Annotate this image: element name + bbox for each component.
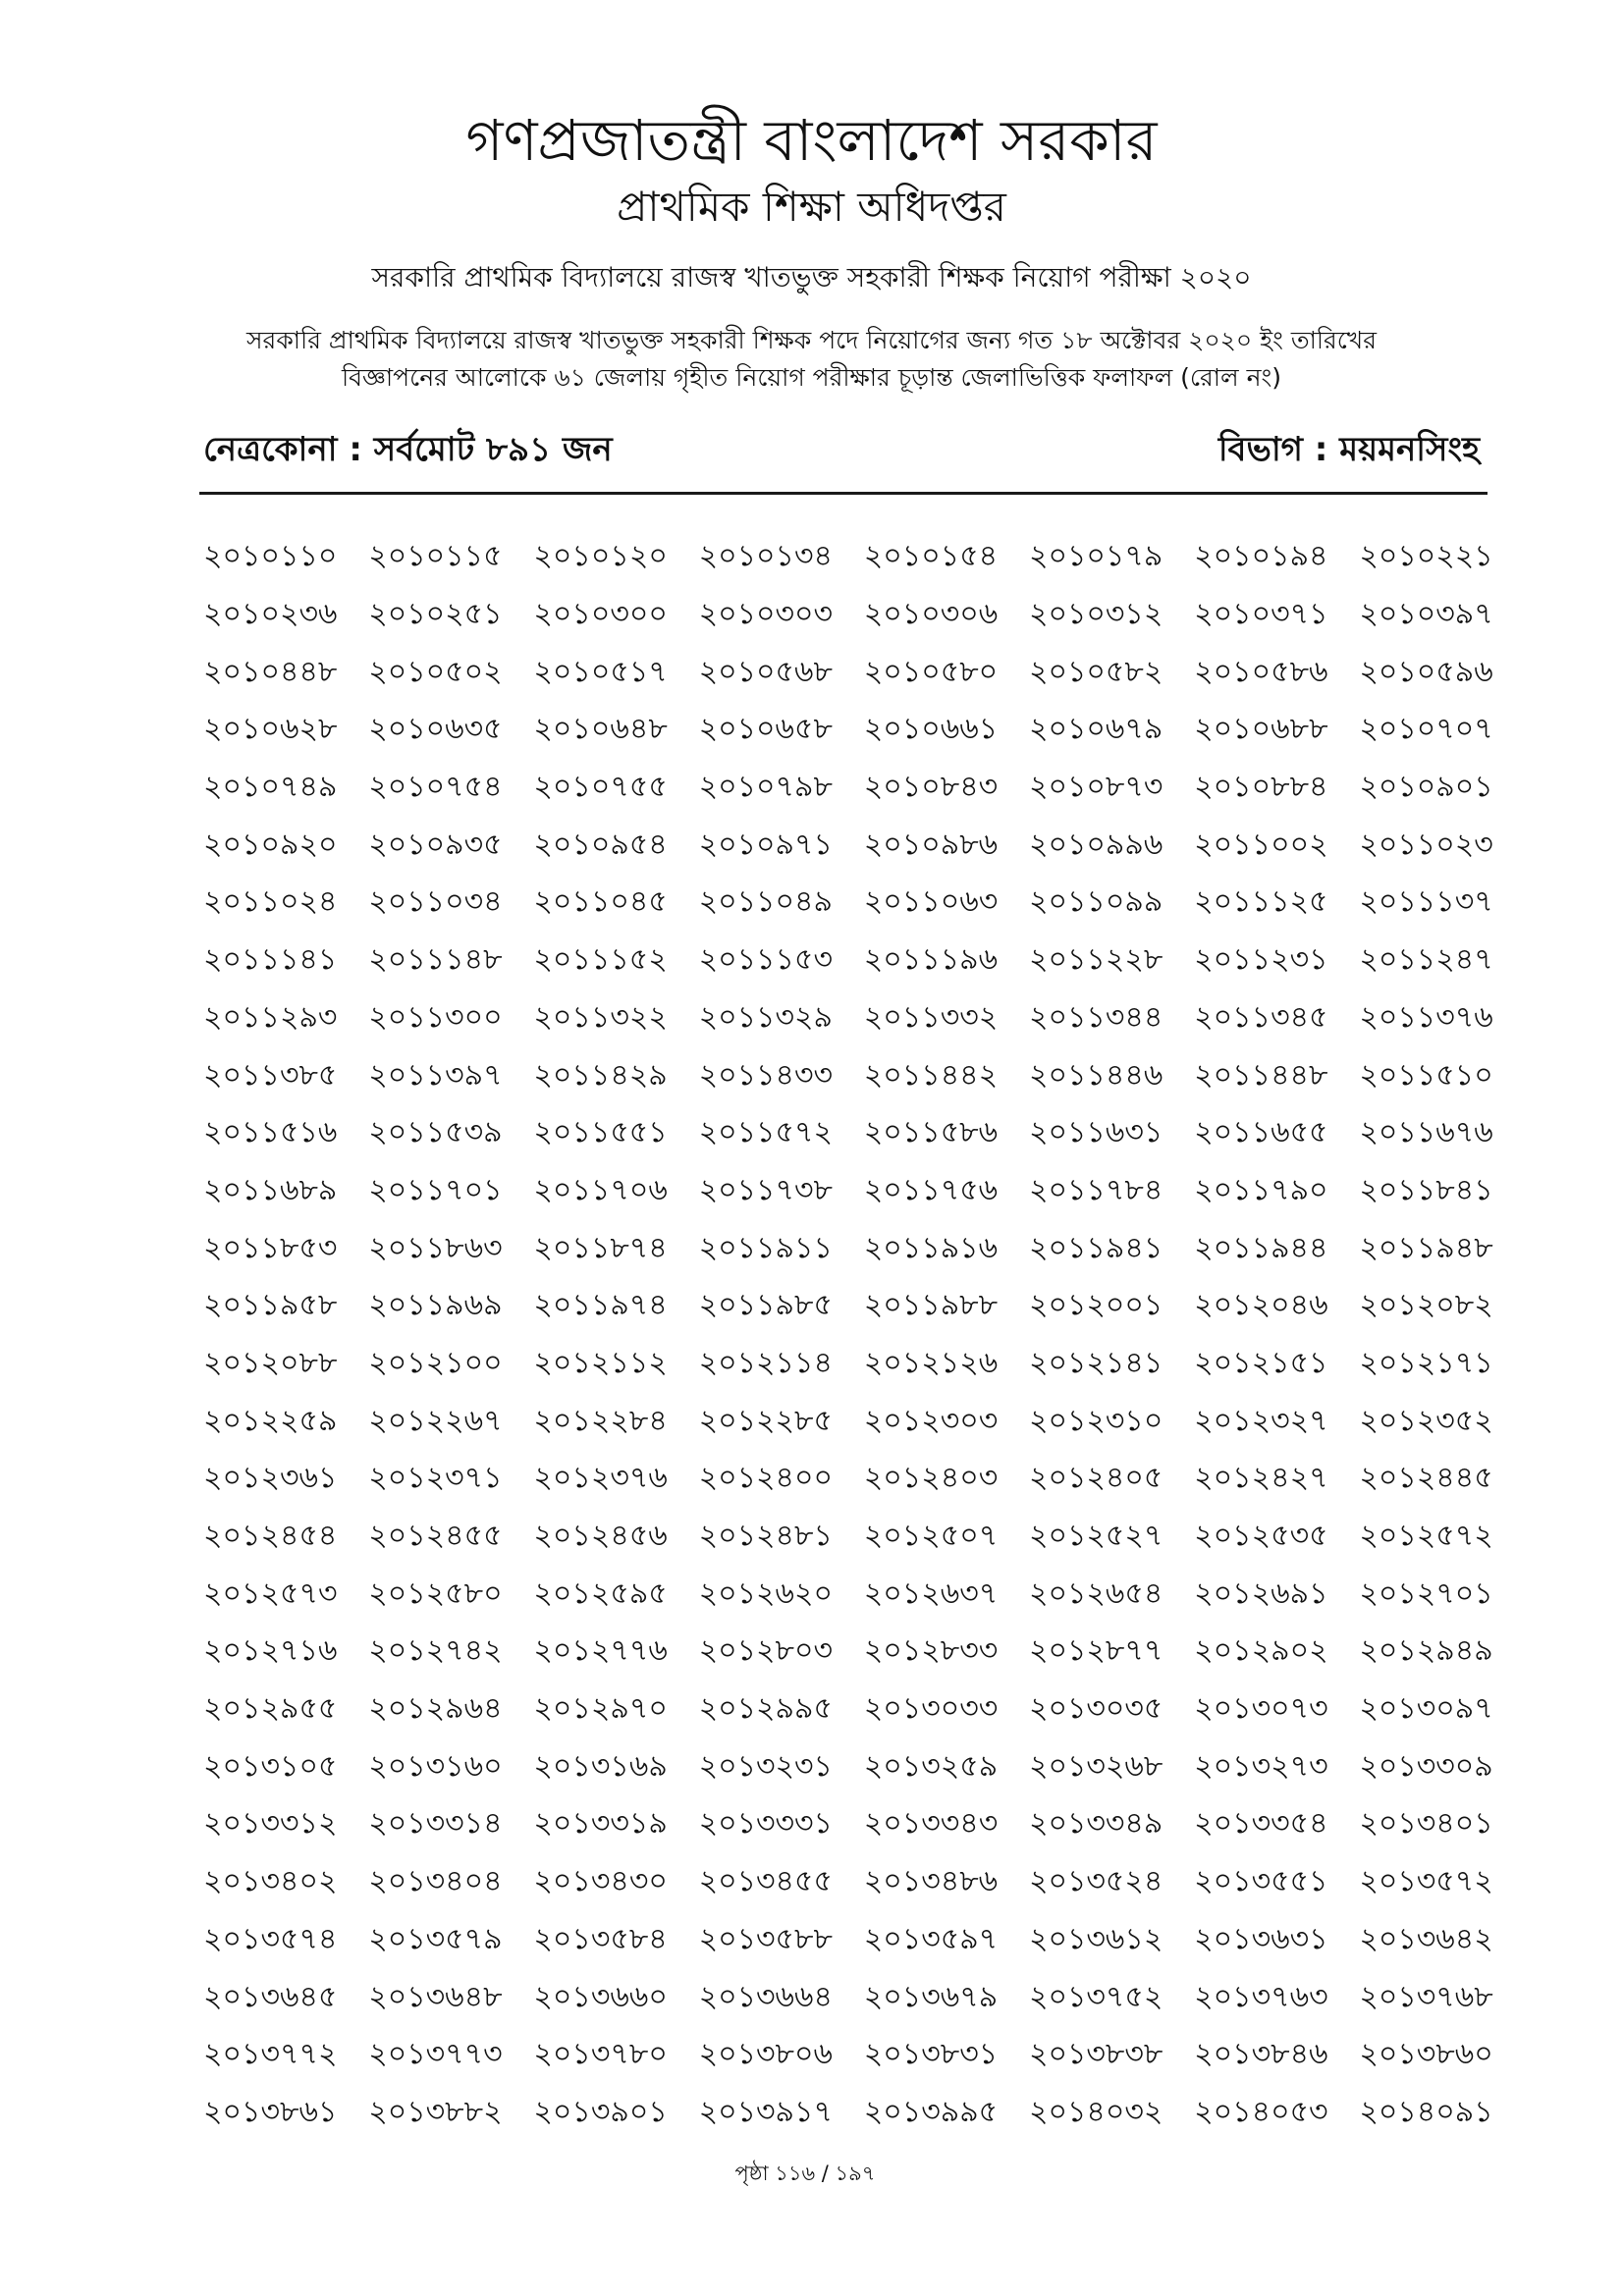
roll-number: ২০১০৯৮৬ (863, 827, 999, 862)
roll-row (203, 1623, 1525, 1681)
roll-number: ২০১০৩৯৭ (1359, 597, 1493, 632)
roll-number: ২০১২৭০১ (1359, 1575, 1493, 1611)
roll-number: ২০১১১৫২ (533, 942, 668, 978)
roll-number: ২০১২৬৫৪ (1028, 1575, 1163, 1611)
roll-number: ২০১১৬৫৫ (1194, 1115, 1328, 1150)
roll-number: ২০১১৩৪৫ (1194, 999, 1328, 1035)
roll-number: ২০১১০৯৯ (1028, 884, 1163, 920)
roll-number: ২০১২৫৮০ (368, 1575, 503, 1611)
roll-row (203, 989, 1525, 1047)
roll-number: ২০১৩৫৭৯ (368, 1921, 503, 1956)
roll-number: ২০১০৫৬৮ (698, 654, 833, 689)
roll-number: ২০১২১২৬ (863, 1345, 999, 1380)
roll-number: ২০১১৩২২ (533, 999, 668, 1035)
roll-number: ২০১২৯৪৯ (1359, 1633, 1493, 1669)
roll-row (203, 1795, 1525, 1853)
roll-number: ২০১০৯৭১ (698, 827, 833, 862)
roll-number: ২০১০৭৯৮ (698, 770, 833, 805)
roll-number: ২০১৩৩৪৯ (1028, 1806, 1163, 1842)
roll-number: ২০১২১৭১ (1359, 1345, 1493, 1380)
description-line-1: সরকারি প্রাথমিক বিদ্যালয়ে রাজস্ব খাতভুক্ত সহকারী শিক্ষক পদে নিয়োগের জন্য গত ১৮ অক্টোবর ২০২০ ইং তারিখের (246, 326, 1377, 354)
roll-number: ২০১৩৫৫১ (1194, 1864, 1328, 1899)
roll-number: ২০১০১১৫ (368, 539, 503, 574)
roll-number: ২০১৩২৫৯ (863, 1748, 999, 1784)
roll-number: ২০১৩৩১৪ (368, 1806, 503, 1842)
roll-number: ২০১৩৬৬০ (533, 1979, 668, 2014)
roll-number: ২০১০৭০৭ (1359, 712, 1493, 747)
roll-number: ২০১১৪৪২ (863, 1057, 999, 1093)
roll-number: ২০১৩২৭৩ (1194, 1748, 1328, 1784)
roll-number: ২০১০৩০০ (533, 597, 668, 632)
roll-number: ২০১২৩১০ (1028, 1403, 1163, 1438)
roll-number: ২০১৩৫৮৪ (533, 1921, 668, 1956)
roll-row (203, 1392, 1525, 1450)
roll-number: ২০১০৬৬১ (863, 712, 999, 747)
roll-number: ২০১০৫৯৬ (1359, 654, 1493, 689)
roll-number: ২০১১৯৪১ (1028, 1230, 1163, 1265)
roll-number: ২০১০১৩৪ (698, 539, 833, 574)
roll-number: ২০১০২৫১ (368, 597, 503, 632)
roll-number: ২০১০৮৪৩ (863, 770, 999, 805)
roll-number: ২০১২৬২০ (698, 1575, 834, 1611)
exam-name: সরকারি প্রাথমিক বিদ্যালয়ে রাজস্ব খাতভুক্ত সহকারী শিক্ষক নিয়োগ পরীক্ষা ২০২০ (371, 261, 1252, 294)
roll-number: ২০১১০৬৩ (863, 884, 999, 920)
roll-number: ২০১১৫৫১ (533, 1115, 668, 1150)
roll-number: ২০১০১১০ (203, 539, 338, 574)
roll-row (203, 1508, 1525, 1566)
roll-number: ২০১১০৪৫ (533, 884, 668, 920)
roll-number: ২০১৩৮০৬ (698, 2037, 834, 2072)
roll-row (203, 759, 1525, 817)
header-divider (199, 492, 1488, 495)
roll-number: ২০১১২২৮ (1028, 942, 1163, 978)
roll-number: ২০১৩৬৬৪ (698, 1979, 834, 2014)
roll-number: ২০১১৩০০ (368, 999, 503, 1035)
roll-number: ২০১২৯৫৫ (203, 1691, 338, 1727)
roll-number: ২০১১৬৮৯ (203, 1172, 338, 1207)
roll-number: ২০১৩০৭৩ (1194, 1691, 1328, 1727)
roll-row (203, 874, 1525, 932)
roll-number: ২০১৩০৩৩ (863, 1691, 999, 1727)
roll-number: ২০১৩৪৩০ (533, 1864, 668, 1899)
roll-number: ২০১২১১৪ (698, 1345, 833, 1380)
roll-number: ২০১৩৯১৭ (698, 2094, 833, 2129)
roll-number: ২০১২২৬৭ (368, 1403, 503, 1438)
roll-number: ২০১৩৩৫৪ (1194, 1806, 1328, 1842)
roll-number: ২০১২৯৯৫ (698, 1691, 833, 1727)
roll-number: ২০১৩৬৩১ (1194, 1921, 1328, 1956)
roll-number: ২০১২৩০৩ (863, 1403, 999, 1438)
roll-number: ২০১১১৪১ (203, 942, 338, 978)
roll-number: ২০১১৭০১ (368, 1172, 503, 1207)
roll-number: ২০১৩৪০৪ (368, 1864, 503, 1899)
roll-number: ২০১০১৯৪ (1194, 539, 1328, 574)
roll-number: ২০১২৬৩৭ (863, 1575, 999, 1611)
roll-number: ২০১৩৮৮২ (368, 2094, 503, 2129)
roll-number: ২০১২৬৯১ (1194, 1575, 1328, 1611)
roll-number: ২০১০৪৪৮ (203, 654, 338, 689)
roll-number: ২০১০৩০৩ (698, 597, 834, 632)
roll-number: ২০১৩৬৪৮ (368, 1979, 503, 2014)
roll-number: ২০১২১০০ (368, 1345, 503, 1380)
roll-number: ২০১৩৭৮০ (533, 2037, 668, 2072)
roll-number: ২০১১৫১০ (1359, 1057, 1493, 1093)
roll-number: ২০১১৫১৬ (203, 1115, 338, 1150)
roll-number: ২০১৩৪৮৬ (863, 1864, 999, 1899)
roll-number: ২০১১৯৬৯ (368, 1288, 503, 1323)
roll-row (203, 816, 1525, 874)
roll-row (203, 1681, 1525, 1738)
roll-number: ২০১২১৪১ (1028, 1345, 1163, 1380)
roll-number: ২০১২২৮৪ (533, 1403, 668, 1438)
page-number: পৃষ্ঠা ১১৬ / ১৯৭ (734, 2162, 876, 2185)
roll-number: ২০১৩৯৯৫ (863, 2094, 999, 2129)
roll-number: ২০১৩৩৩১ (698, 1806, 834, 1842)
roll-number: ২০১০৫৮০ (863, 654, 999, 689)
roll-number: ২০১২৫০৭ (863, 1519, 999, 1554)
roll-number: ২০১১৭৫৬ (863, 1172, 999, 1207)
roll-row (203, 1911, 1525, 1969)
roll-number: ২০১১০০২ (1194, 827, 1328, 862)
roll-number: ২০১১৮৪১ (1359, 1172, 1493, 1207)
roll-number: ২০১১৩৭৬ (1359, 999, 1493, 1035)
roll-row (203, 1219, 1525, 1277)
roll-number: ২০১১৩৯৭ (368, 1057, 503, 1093)
roll-number: ২০১৩৫৭৪ (203, 1921, 338, 1956)
roll-number: ২০১৩১৬৯ (533, 1748, 668, 1784)
roll-number: ২০১৩৪০১ (1359, 1806, 1493, 1842)
roll-number: ২০১০৭৫৪ (368, 770, 503, 805)
division-label: বিভাগ : ময়মনসিংহ (1217, 429, 1480, 469)
page-subtitle: প্রাথমিক শিক্ষা অধিদপ্তর (617, 183, 1006, 231)
roll-number: ২০১১০৪৯ (698, 884, 833, 920)
roll-number: ২০১২৭৪২ (368, 1633, 503, 1669)
roll-number: ২০১২৪০৩ (863, 1461, 999, 1496)
roll-number: ২০১১৯৭৪ (533, 1288, 668, 1323)
roll-number: ২০১১৯৮৮ (863, 1288, 999, 1323)
roll-number: ২০১৩২৩১ (698, 1748, 834, 1784)
roll-number: ২০১৩৪৫৫ (698, 1864, 833, 1899)
roll-number: ২০১২৭৭৬ (533, 1633, 668, 1669)
roll-number: ২০১৩৬১২ (1028, 1921, 1163, 1956)
roll-number: ২০১৩৮৪৬ (1194, 2037, 1328, 2072)
roll-number: ২০১৩১৬০ (368, 1748, 503, 1784)
roll-number: ২০১২০৮২ (1359, 1288, 1493, 1323)
roll-number: ২০১৩৩১৯ (533, 1806, 668, 1842)
roll-number: ২০১২৩৬১ (203, 1461, 338, 1496)
roll-number: ২০১১৩৮৫ (203, 1057, 338, 1093)
roll-number: ২০১০৬৫৮ (698, 712, 833, 747)
roll-row (203, 528, 1525, 586)
roll-number: ২০১৩৮৩১ (863, 2037, 999, 2072)
roll-row (203, 1335, 1525, 1393)
roll-row (203, 2026, 1525, 2084)
roll-number: ২০১৩৭৬৩ (1194, 1979, 1328, 2014)
roll-number: ২০১১১৯৬ (863, 942, 999, 978)
roll-row (203, 586, 1525, 644)
roll-number: ২০১০৫৮২ (1028, 654, 1163, 689)
roll-number: ২০১১৩৩২ (863, 999, 999, 1035)
roll-number: ২০১৩৮৬১ (203, 2094, 338, 2129)
roll-number: ২০১২৫৩৫ (1194, 1519, 1328, 1554)
roll-number: ২০১৩৩০৯ (1359, 1748, 1493, 1784)
roll-number: ২০১১২৯৩ (203, 999, 338, 1035)
roll-number: ২০১১০৩৪ (368, 884, 503, 920)
roll-number: ২০১২৪৮১ (698, 1519, 833, 1554)
roll-number: ২০১২৪৫৬ (533, 1519, 668, 1554)
roll-number: ২০১২৩৫২ (1359, 1403, 1493, 1438)
roll-number: ২০১২৪৪৫ (1359, 1461, 1493, 1496)
roll-number: ২০১২৫৭৩ (203, 1575, 338, 1611)
roll-number: ২০১২৪৫৪ (203, 1519, 338, 1554)
roll-row (203, 932, 1525, 989)
roll-number: ২০১০২৩৬ (203, 597, 338, 632)
roll-row (203, 643, 1525, 701)
roll-number: ২০১২০৮৮ (203, 1345, 338, 1380)
roll-number-grid (203, 528, 1525, 2141)
roll-number: ২০১১৮৫৩ (203, 1230, 338, 1265)
roll-number: ২০১২৫৭২ (1359, 1519, 1493, 1554)
roll-number: ২০১৩৬৪৫ (203, 1979, 338, 2014)
roll-number: ২০১১১৫৩ (698, 942, 833, 978)
roll-number: ২০১০৫০২ (368, 654, 503, 689)
roll-number: ২০১৩৭৭২ (203, 2037, 338, 2072)
roll-number: ২০১০৩০৬ (863, 597, 999, 632)
roll-row (203, 701, 1525, 759)
roll-number: ২০১২৯০২ (1194, 1633, 1328, 1669)
roll-row (203, 1853, 1525, 1911)
roll-number: ২০১২২৮৫ (698, 1403, 833, 1438)
roll-number: ২০১৩৭৭৩ (368, 2037, 503, 2072)
roll-number: ২০১১৫৮৬ (863, 1115, 999, 1150)
roll-row (203, 1162, 1525, 1220)
roll-number: ২০১৩০৯৭ (1359, 1691, 1493, 1727)
roll-number: ২০১১৩২৯ (698, 999, 833, 1035)
roll-number: ২০১১০২৩ (1359, 827, 1493, 862)
roll-number: ২০১১৯৪৮ (1359, 1230, 1493, 1265)
roll-number: ২০১৩৫২৪ (1028, 1864, 1163, 1899)
roll-number: ২০১০২২১ (1359, 539, 1493, 574)
roll-number: ২০১২০০১ (1028, 1288, 1163, 1323)
roll-number: ২০১২৪০৫ (1028, 1461, 1163, 1496)
roll-number: ২০১৩২৬৮ (1028, 1748, 1163, 1784)
roll-number: ২০১২০৪৬ (1194, 1288, 1328, 1323)
roll-row (203, 1968, 1525, 2026)
roll-number: ২০১০৩৭১ (1194, 597, 1328, 632)
roll-number: ২০১১৫৭২ (698, 1115, 833, 1150)
roll-number: ২০১১৬৩১ (1028, 1115, 1163, 1150)
roll-number: ২০১৩৮৬০ (1359, 2037, 1493, 2072)
roll-row (203, 1277, 1525, 1335)
roll-number: ২০১০৮৮৪ (1194, 770, 1328, 805)
roll-number: ২০১৩৯০১ (533, 2094, 668, 2129)
roll-number: ২০১৪০৩২ (1028, 2094, 1163, 2129)
roll-number: ২০১৩৫৯৭ (863, 1921, 999, 1956)
roll-number: ২০১০৬৪৮ (533, 712, 668, 747)
roll-number: ২০১২৪০০ (698, 1461, 834, 1496)
roll-number: ২০১১৭০৬ (533, 1172, 668, 1207)
roll-number: ২০১০৫১৭ (533, 654, 668, 689)
roll-number: ২০১১৬৭৬ (1359, 1115, 1493, 1150)
roll-row (203, 2084, 1525, 2142)
roll-number: ২০১১১৪৮ (368, 942, 503, 978)
roll-number: ২০১১৭৩৮ (698, 1172, 833, 1207)
roll-number: ২০১০৮৭৩ (1028, 770, 1163, 805)
roll-number: ২০১০৯২০ (203, 827, 338, 862)
roll-number: ২০১৩৫৭২ (1359, 1864, 1493, 1899)
roll-number: ২০১০৬৮৮ (1194, 712, 1328, 747)
roll-number: ২০১১৭৮৪ (1028, 1172, 1163, 1207)
roll-number: ২০১১৯১১ (698, 1230, 833, 1265)
roll-row (203, 1104, 1525, 1162)
district-total: নেত্রকোনা : সর্বমোট ৮৯১ জন (203, 429, 613, 469)
roll-number: ২০১০১৫৪ (863, 539, 999, 574)
roll-number: ২০১৩১০৫ (203, 1748, 338, 1784)
roll-number: ২০১০৯০১ (1359, 770, 1493, 805)
roll-number: ২০১১০২৪ (203, 884, 338, 920)
roll-number: ২০১১৯৪৪ (1194, 1230, 1328, 1265)
roll-number: ২০১২১৫১ (1194, 1345, 1328, 1380)
roll-number: ২০১২৫২৭ (1028, 1519, 1163, 1554)
roll-number: ২০১০৯৯৬ (1028, 827, 1163, 862)
roll-number: ২০১১৪২৯ (533, 1057, 668, 1093)
roll-number: ২০১২৮০৩ (698, 1633, 834, 1669)
roll-number: ২০১১৫৩৯ (368, 1115, 503, 1150)
roll-number: ২০১৪০৫৩ (1194, 2094, 1328, 2129)
roll-number: ২০১২২৫৯ (203, 1403, 338, 1438)
roll-number: ২০১০৬২৮ (203, 712, 338, 747)
roll-number: ২০১০৩১২ (1028, 597, 1163, 632)
roll-number: ২০১০৫৮৬ (1194, 654, 1328, 689)
roll-number: ২০১৩০৩৫ (1028, 1691, 1163, 1727)
roll-number: ২০১৩৭৫২ (1028, 1979, 1163, 2014)
roll-number: ২০১০৯৩৫ (368, 827, 503, 862)
roll-number: ২০১২৯৭০ (533, 1691, 668, 1727)
roll-number: ২০১৩৭৬৮ (1359, 1979, 1493, 2014)
roll-number: ২০১২৮৭৭ (1028, 1633, 1163, 1669)
roll-number: ২০১১৮৭৪ (533, 1230, 668, 1265)
roll-number: ২০১১৩৪৪ (1028, 999, 1163, 1035)
roll-row (203, 1046, 1525, 1104)
roll-row (203, 1737, 1525, 1795)
roll-number: ২০১১৪৩৩ (698, 1057, 833, 1093)
page-title: গণপ্রজাতন্ত্রী বাংলাদেশ সরকার (465, 107, 1158, 174)
roll-number: ২০১১৪৪৬ (1028, 1057, 1163, 1093)
roll-number: ২০১৩৩১২ (203, 1806, 338, 1842)
description-line-2: বিজ্ঞাপনের আলোকে ৬১ জেলায় গৃহীত নিয়োগ পরীক্ষার চূড়ান্ত জেলাভিত্তিক ফলাফল (রোল নং) (341, 363, 1282, 392)
roll-number: ২০১১৭৯০ (1194, 1172, 1328, 1207)
roll-number: ২০১২৩৭১ (368, 1461, 503, 1496)
roll-number: ২০১২৮৩৩ (863, 1633, 999, 1669)
roll-number: ২০১১৪৪৮ (1194, 1057, 1328, 1093)
roll-row (203, 1450, 1525, 1508)
roll-number: ২০১১১৩৭ (1359, 884, 1493, 920)
roll-number: ২০১১২৪৭ (1359, 942, 1493, 978)
roll-number: ২০১৩৩৪৩ (863, 1806, 999, 1842)
roll-number: ২০১১৯৮৫ (698, 1288, 833, 1323)
district-summary-row (203, 428, 1480, 475)
roll-row (203, 1565, 1525, 1623)
roll-number: ২০১০৭৪৯ (203, 770, 338, 805)
roll-number: ২০১৪০৯১ (1359, 2094, 1493, 2129)
roll-number: ২০১২৩২৭ (1194, 1403, 1328, 1438)
roll-number: ২০১২৩৭৬ (533, 1461, 668, 1496)
roll-number: ২০১৩৪০২ (203, 1864, 338, 1899)
roll-number: ২০১০৬৭৯ (1028, 712, 1163, 747)
roll-number: ২০১১৯১৬ (863, 1230, 999, 1265)
roll-number: ২০১১১২৫ (1194, 884, 1328, 920)
roll-number: ২০১০৬৩৫ (368, 712, 503, 747)
roll-number: ২০১১২৩১ (1194, 942, 1328, 978)
roll-number: ২০১৩৮৩৮ (1028, 2037, 1163, 2072)
roll-number: ২০১৩৬৭৯ (863, 1979, 999, 2014)
roll-number: ২০১২৫৯৫ (533, 1575, 668, 1611)
roll-number: ২০১২৪২৭ (1194, 1461, 1328, 1496)
roll-number: ২০১০৭৫৫ (533, 770, 668, 805)
roll-number: ২০১২১১২ (533, 1345, 668, 1380)
roll-number: ২০১২৪৫৫ (368, 1519, 503, 1554)
roll-number: ২০১০১৭৯ (1028, 539, 1163, 574)
roll-number: ২০১২৯৬৪ (368, 1691, 503, 1727)
roll-number: ২০১০৯৫৪ (533, 827, 668, 862)
roll-number: ২০১১৯৫৮ (203, 1288, 338, 1323)
roll-number: ২০১০১২০ (533, 539, 668, 574)
roll-number: ২০১২৭১৬ (203, 1633, 338, 1669)
roll-number: ২০১১৮৬৩ (368, 1230, 503, 1265)
roll-number: ২০১৩৬৪২ (1359, 1921, 1493, 1956)
roll-number: ২০১৩৫৮৮ (698, 1921, 833, 1956)
